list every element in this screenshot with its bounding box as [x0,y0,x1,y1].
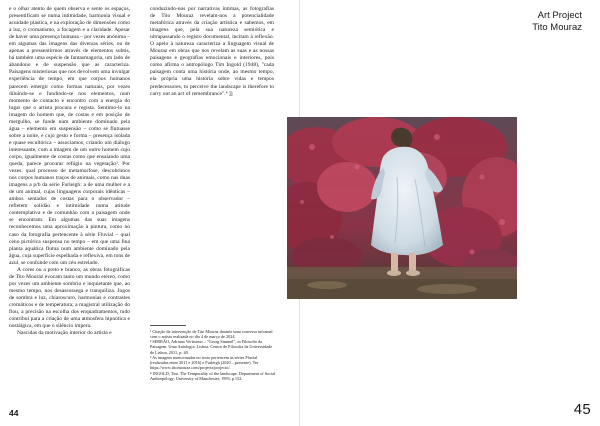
body-paragraph: Nascidas da motivação interior do artista e [17,330,112,337]
footnotes [150,325,276,381]
text-column-1 [9,6,130,396]
footnote: ¹ Citação da intervenção de Tito Mouraz durante uma conversa informal com o artista realizada no dia 4 de março de 2024. [150,328,273,339]
header-artist-name: Tito Mouraz [532,22,582,33]
body-paragraph: conduzindo-nos por narrativas íntimas, as fotografias de Tito Mouraz revelam-nos a potencialidade metafórica através da criação artística e sabemos, em imagens que, pela sua natureza semiótica e ultrapassando o registo documental, incitam à reflexão. O apelo à natureza caracteriza a linguagem visual de Mouraz em obras que nos revelam as suas e as nossas paisagens e geografias emocionais e interiores, pois como afirma o antropólogo Tim Ingold (1948), "cada paisagem conta uma história onde, ao mesmo tempo, ela própria uma história sobre vidas e tempos predecessores, to perceive the landscape is therefore to carry out an act of remembrance".⁴ ]] [150,6,274,97]
text-column-2 [150,6,274,132]
footnote: ⁴ INGOLD, Tim. The Temporality of the landscape. Department of Social Anthropology, University of Manchester, 1993, p.152. [150,370,276,381]
photo-illustration [287,117,517,299]
header-section-title: Art Project [537,10,582,21]
body-paragraph: e o olhar atento de quem observa e sente os espaços, presentificam se numa intimidade, harmonia visual e acuidade plástica, e na exploração de dimensões como a luz, o cromatismo, a focagem e a claridade. Apesar de haver uma presença humana – por vezes anónima – em algumas das imagens das diversas séries, ou de apenas a pressentirmos através de elementos subtis, há também uma espécie de fantasmagoria, um lado de abandono e de suspensão que as caracteriza. Paisagens misteriosas que nos devolvem uma invulgar experiência de tempo, em que corpos humanos parecem emergir como formas naturais, por vezes diluindo-se e fundindo-se nos elementos, num momento de contacto e encontro com a energia do lugar que o artista procura e regista. Sentimo-lo na imagem do homem que, de costas e em posição de mergulho, se funde num ambiente dominado pela água – elemento em suspensão – como se flutuasse sobre a noite, e cujo gesto e forma – presença isolada e quase escultórica – associamos, criando um diálogo interessante, com a imagem de um outro homem cujo corpo, igualmente de costas como que ensaiando uma queda, parece procurar refúgio na vegetação². Por vezes, qual processo de metamorfose, descobrimos nos corpos humanos traços de animais, como nas duas imagens a p/b da série Furleigh: a de uma mulher e a de um animal, cujas linguagens corporais idênticas – ambos sentados de costas para o observador – refletem solidão e intimidade numa atitude contemplativa e de comunhão com a paisagem onde se encontram. Em algumas das suas imagens reconhecemos uma aproximação à pintura, como no caso da fotografia pertencente à série Fluvial – qual ceno pictórica suspensa no tempo – em que uma fina planta aquática flutua num ambiente dominado pela água, cuja superfície espelhada e reflexiva, em tons de azul, se confunde com um céu estrelado. [9,6,130,266]
footnote-rule [150,325,186,326]
page-number-left: 44 [9,408,19,418]
page-number-right: 45 [573,401,591,418]
artwork-photograph [287,117,517,299]
footnote: ³ As imagens mencionadas no texto pertencem às séries Fluvial (realizadas entre 2011 e 2016) e Furleigh (2020 – presente). Ver https://www.titomouraz.com/projects/projecto/. [150,354,259,371]
footnote: ² SERRÃO, Adriana Veríssimo – "Georg Simmel", in Filosofia da Paisagem. Uma Antologia. Lisboa: Centro de Filosofia da Universidade de Lisboa, 2011, p. 40. [150,339,273,355]
body-paragraph: A cores ou a preto e branco, as obras fotográficas de Tito Mouraz evocam tanto um mundo etéreo, como por vezes um ambiente sombrio e inquietante que, ao mesmo tempo, nos desassossega e tranquiliza. Jogos de sombra e luz, chiaroscuro, harmonias e contrastes cromáticos e de temperatura; a magistral utilização do flou, a precisão na escolha dos enquadramentos, tudo contribui para a criação de uma atmosfera hipnótica e nostálgica, em que o silêncio impera. [9,266,130,330]
section-header [532,10,582,34]
